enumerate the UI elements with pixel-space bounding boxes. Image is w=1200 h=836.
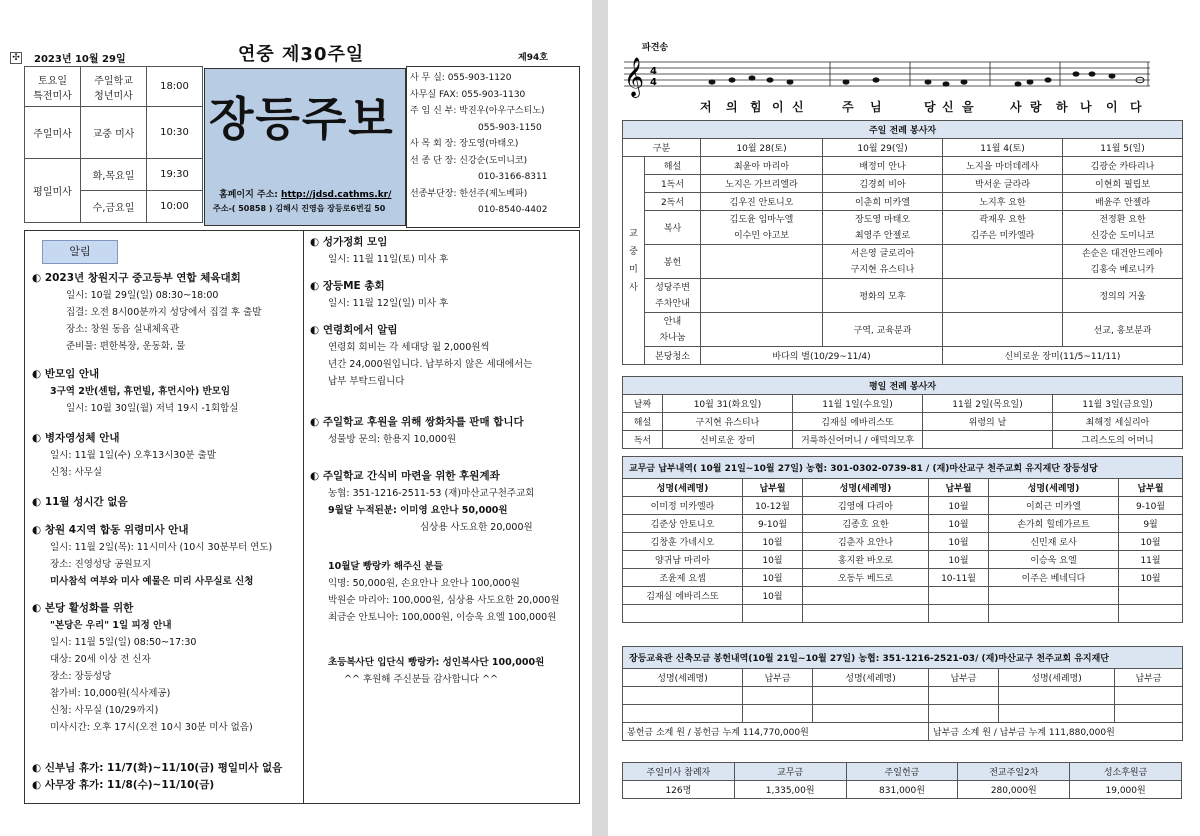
building-fund-table: [622, 646, 1183, 741]
table-cell: 선교, 홍보분과: [1063, 313, 1183, 347]
table-cell: 이미정 미카엘라: [623, 497, 743, 515]
table-row: [623, 515, 1183, 533]
notice-line: 일시: 11월 11일(토) 미사 후: [328, 254, 449, 265]
table-cell: 김주은 미카엘라: [970, 230, 1035, 241]
table-cell: 조윤제 요셉: [623, 569, 743, 587]
role-label: 복사: [645, 211, 701, 245]
col-header: 납부월: [743, 479, 803, 497]
table-cell: 김춘자 요안나: [803, 533, 929, 551]
col-header: 납부월: [1119, 479, 1183, 497]
lyric: 님: [870, 100, 882, 114]
col-header: 성명(세례명): [623, 479, 743, 497]
table-cell: [803, 587, 929, 605]
notice-snack-account: [310, 468, 534, 536]
totals-table: [622, 762, 1182, 799]
role-label: 봉헌: [645, 245, 701, 279]
table-cell: 신민재 로사: [989, 533, 1119, 551]
table-cell: 김도윤 임마누엘: [729, 214, 794, 225]
notice-line: 연령회 회비는 각 세대당 월 2,000원씩: [328, 342, 490, 353]
notice-line: 일시: 11월 1일(수) 오후13시30분 출발: [50, 450, 216, 461]
role-label: 독서: [623, 431, 663, 449]
notice-line: 일시: 10월 29일(일) 08:30~18:00: [66, 290, 219, 301]
table-cell: 이현희 필립보: [1063, 175, 1183, 193]
lyric: 힘: [750, 100, 762, 114]
table-cell: 배윤주 안젤라: [1063, 193, 1183, 211]
notice-line: 대상: 20세 이상 전 신자: [50, 654, 151, 665]
notice-memorial-mass: [32, 522, 272, 590]
table-cell: 김재실 에바리스또: [623, 587, 743, 605]
col-header: 납부금: [743, 669, 813, 687]
notice-line: 준비물: 편한복장, 운동화, 물: [66, 341, 186, 352]
notice-line: 박원순 마리아: 100,000원, 심상용 사도요한 20,000원: [328, 595, 560, 606]
bulletin-page-left: [0, 0, 592, 836]
lyric: 저: [700, 100, 712, 114]
lyric: 다: [1130, 100, 1142, 114]
table-cell: 곽재우 요한: [979, 214, 1026, 225]
table-cell: 장도영 마태오: [854, 214, 911, 225]
col-header: 11월 3일(금요일): [1053, 395, 1183, 413]
notice-heading-button: 알림: [42, 240, 118, 264]
church-address: 주소-( 50858 ) 김해시 진영읍 장등로6번길 50: [213, 204, 386, 213]
homepage-link[interactable]: http://jdsd.cathms.kr/: [281, 190, 392, 200]
notice-line: 성물방 문의: 한용지 10,000원: [328, 434, 457, 445]
table-cell: [929, 587, 989, 605]
notice-line-bold: 미사참석 여부와 미사 예물은 미리 사무실로 신청: [50, 576, 254, 587]
col-header: 성소후원금: [1070, 763, 1182, 781]
role-label: 안내: [663, 316, 682, 327]
table-cell: 손가희 힐데가르트: [989, 515, 1119, 533]
mass-schedule-table: [24, 66, 203, 223]
table-cell: 구지현 유스티나: [850, 264, 915, 275]
lyric: 주: [842, 100, 854, 114]
svg-text:4: 4: [650, 77, 657, 88]
notice-line: 일시: 11월 12일(일) 미사 후: [328, 298, 449, 309]
lyric: 사: [1010, 100, 1022, 114]
table-cell: 김영애 다리아: [803, 497, 929, 515]
contact-vice: 선종부단장: 한선주(제노베파): [410, 188, 528, 199]
table-cell: 10-12월: [743, 497, 803, 515]
notice-title: ◐ 2023년 창원지구 중고등부 연합 체육대회: [32, 272, 241, 284]
notice-office-vacation: ◐ 사무장 휴가: 11/8(수)~11/10(금): [32, 779, 215, 791]
table-cell: 김재실 에바리스또: [793, 413, 923, 431]
table-cell: 신비로운 장미: [663, 431, 793, 449]
contact-office: 사 무 실: 055-903-1120: [410, 73, 512, 83]
lyric: 신: [942, 100, 954, 114]
notice-title: ◐ 병자영성체 안내: [32, 432, 120, 444]
table-cell: 10월: [743, 569, 803, 587]
table-cell: 신강순 도미니코: [1090, 230, 1155, 241]
table-cell: 노지을 마더데레사: [943, 157, 1063, 175]
notice-line: 최금순 안토니아: 100,000원, 이승욱 요엘 100,000원: [328, 612, 557, 623]
notice-holy-family: [310, 234, 448, 268]
col-header: 성명(세례명): [989, 479, 1119, 497]
table-cell: 홍지완 바오로: [803, 551, 929, 569]
dues-table: [622, 456, 1183, 623]
table-cell: 126명: [623, 781, 735, 799]
table-cell: 11월: [1119, 551, 1183, 569]
table-cell: 박서운 글라라: [943, 175, 1063, 193]
table-row: [623, 533, 1183, 551]
notice-line: 신청: 사무실: [50, 467, 103, 478]
table-cell: [923, 431, 1053, 449]
table-cell: 정의의 거울: [1063, 279, 1183, 313]
week-label: 평일미사: [25, 159, 81, 223]
bulletin-date: 2023년 10월 29일: [34, 54, 126, 65]
col-header: 10월 29(일): [823, 139, 943, 157]
notice-line: 익명: 50,000원, 손요안나 요안나 100,000원: [328, 578, 520, 589]
table-cell: [1119, 587, 1183, 605]
notice-line: 미사시간: 오후 17시(오전 10시 30분 미사 없음): [50, 722, 253, 733]
notice-line: 장소: 진영성당 공원묘지: [50, 559, 152, 570]
table-cell: 양귀남 마리아: [623, 551, 743, 569]
notice-bread-donors: [310, 558, 560, 626]
notice-ssanghwa-tea: [310, 414, 524, 448]
notice-subtitle: "본당은 우리" 1일 피정 안내: [50, 620, 172, 631]
notice-line: 참가비: 10,000원(식사제공): [50, 688, 171, 699]
lyric: 의: [726, 100, 738, 114]
notice-title: ◐ 본당 활성화를 위한: [32, 602, 134, 614]
role-label: 차나눔: [659, 332, 686, 343]
table-cell: [989, 605, 1119, 623]
table-cell: 김우진 안토니오: [701, 193, 823, 211]
notice-altar-servers: [310, 654, 544, 688]
notice-line: 심상용 사도요한 20,000원: [420, 522, 533, 533]
col-header: 주일미사 참례자: [623, 763, 735, 781]
role-label: 본당청소: [645, 347, 701, 365]
col-header: 11월 2일(목요일): [923, 395, 1053, 413]
table-cell: 9-10월: [1119, 497, 1183, 515]
treble-clef-icon: 𝄞: [624, 57, 645, 97]
lyric: 신: [792, 100, 804, 114]
table-cell: 거룩하신어머니 / 애덕의모후: [793, 431, 923, 449]
notice-sick-communion: [32, 430, 216, 481]
contact-pastor: 주 임 신 부: 박진우(아우구스티노): [410, 106, 545, 116]
notice-title: ◐ 주일학교 후원을 위해 쌍화차를 판매 합니다: [310, 416, 524, 428]
table-cell: 최해정 세실리아: [1053, 413, 1183, 431]
notice-line: 신청: 사무실 (10/29까지): [50, 705, 159, 716]
table-cell: 10월: [1119, 569, 1183, 587]
col-header: 구분: [623, 139, 701, 157]
col-header: 11월 5(일): [1063, 139, 1183, 157]
music-staff: [620, 54, 1160, 98]
table-cell: 이희근 미카엘: [989, 497, 1119, 515]
contact-sunjong-phone: 010-3166-8311: [478, 172, 548, 182]
sat-class2: 청년미사: [94, 90, 133, 102]
table-cell: 김종호 요한: [803, 515, 929, 533]
table-cell: 평화의 모후: [823, 279, 943, 313]
building-sum-left: 봉헌금 소계 원 / 봉헌금 누계 114,770,000원: [623, 723, 929, 741]
role-label: 주차안내: [655, 298, 690, 309]
table-cell: 280,000원: [958, 781, 1070, 799]
notice-line: 장소: 창원 동읍 실내체육관: [66, 324, 180, 335]
col-header: 성명(세례명): [803, 479, 929, 497]
table-cell: 10-11월: [929, 569, 989, 587]
sat-class: 주일학교: [94, 75, 133, 87]
brand-name: 장등주보: [209, 92, 395, 146]
hymn-label: 파견송: [642, 43, 669, 53]
table-cell: 9월: [1119, 515, 1183, 533]
table-cell: 바다의 별(10/29~11/4): [701, 347, 943, 365]
notice-funeral-society: [310, 322, 532, 390]
notice-sports: [32, 270, 261, 355]
notice-line: 년간 24,000원입니다. 납부하지 않은 세대에서는: [328, 359, 533, 370]
table-cell: 19,000원: [1070, 781, 1182, 799]
table-cell: 김광순 카타리나: [1063, 157, 1183, 175]
notice-retreat: [32, 600, 253, 736]
notice-title: ◐ 연령회에서 알림: [310, 324, 398, 336]
col-header: 주일헌금: [846, 763, 958, 781]
lyric: 랑: [1030, 100, 1042, 114]
sat-label: 토요일: [38, 75, 67, 87]
table-cell: 그리스도의 어머니: [1053, 431, 1183, 449]
col-header: 납부금: [1115, 669, 1183, 687]
notice-priest-vacation: ◐ 신부님 휴가: 11/7(화)~11/10(금) 평일미사 없음: [32, 762, 283, 774]
col-header: 날짜: [623, 395, 663, 413]
table-cell: 노지은 가브리엘라: [701, 175, 823, 193]
building-sum-right: 납부금 소계 원 / 납부금 누계 111,880,000원: [929, 723, 1183, 741]
col-header: 10월 28(토): [701, 139, 823, 157]
table-cell: 10월: [743, 533, 803, 551]
col-header: 교무금: [734, 763, 846, 781]
notice-ban-meeting: [32, 366, 238, 417]
week-r2-time: 10:00: [147, 191, 203, 223]
table-row: [623, 587, 1183, 605]
table-cell: 배정미 안나: [823, 157, 943, 175]
role-label: 해설: [645, 157, 701, 175]
table-cell: 구역, 교육분과: [823, 313, 943, 347]
table-cell: 전정환 요한: [1099, 214, 1146, 225]
brand-box: [204, 68, 406, 226]
col-header: 납부월: [929, 479, 989, 497]
table-cell: 10월: [929, 551, 989, 569]
notice-title: ◐ 11월 성시간 없음: [32, 496, 128, 508]
table-row: [623, 497, 1183, 515]
table-cell: 신비로운 장미(11/5~11/11): [943, 347, 1183, 365]
weekday-servers-table: [622, 376, 1183, 449]
svg-text:4: 4: [650, 66, 657, 77]
table-cell: 김창훈 가네시오: [623, 533, 743, 551]
table-cell: 오동두 베드로: [803, 569, 929, 587]
table-move-handle-icon[interactable]: ✣: [10, 52, 22, 64]
contact-vice-phone: 010-8540-4402: [478, 205, 548, 215]
table-cell: 9-10월: [743, 515, 803, 533]
notice-line: 일시: 11월 5일(일) 08:50~17:30: [50, 637, 197, 648]
table-cell: 10월: [929, 515, 989, 533]
table-cell: 위령의 날: [923, 413, 1053, 431]
role-label: 2독서: [645, 193, 701, 211]
table-cell: 김경희 비아: [823, 175, 943, 193]
contact-pastor-phone: 055-903-1150: [478, 122, 542, 133]
role-label: 성당주변: [655, 282, 690, 293]
lyric: 나: [1080, 100, 1092, 114]
table-cell: [803, 605, 929, 623]
table-cell: 구지현 유스티나: [663, 413, 793, 431]
notice-line: 장소: 장등성당: [50, 671, 112, 682]
table-cell: 10월: [743, 551, 803, 569]
table-cell: 831,000원: [846, 781, 958, 799]
lyric: 이: [772, 100, 784, 114]
notice-subtitle: 3구역 2반(센텀, 휴먼빌, 휴먼시아) 반모임: [50, 386, 231, 397]
col-header: 성명(세례명): [623, 669, 743, 687]
lyric: 이: [1106, 100, 1118, 114]
col-header: 납부금: [929, 669, 999, 687]
notice-line: 납부 부탁드립니다: [328, 376, 405, 387]
sat-time: 18:00: [147, 67, 203, 107]
building-fund-title: 장등교육관 신축모금 봉헌내역(10월 21일~10월 27일) 농협: 351-1216-2521-03/ (재)마산교구 천주교회 유지재단: [623, 647, 1183, 669]
issue-number: 제94호: [518, 53, 548, 63]
table-row: [623, 605, 1183, 623]
lyric: 하: [1056, 100, 1068, 114]
table-row: [623, 569, 1183, 587]
sunday-servers-table: [622, 120, 1183, 365]
notice-title: ◐ 주일학교 간식비 마련을 위한 후원계좌: [310, 470, 500, 482]
col-header: 전교주일2차: [958, 763, 1070, 781]
dues-title: 교무금 납부내역( 10월 21일~10월 27일) 농협: 301-0302-0739-81 / (재)마산교구 천주교회 유지재단 장등성당: [623, 457, 1183, 479]
col-header: 성명(세례명): [813, 669, 929, 687]
lyric: 당: [924, 100, 936, 114]
table-cell: 노지후 요한: [943, 193, 1063, 211]
table-cell: [1119, 605, 1183, 623]
hymn-score: [620, 40, 1160, 116]
role-label: 1독서: [645, 175, 701, 193]
notice-title: ◐ 성가정회 모임: [310, 236, 388, 248]
contact-sunjong: 선 종 단 장: 신강순(도미니코): [410, 155, 528, 166]
notice-holy-hour: [32, 494, 128, 511]
notice-line: 집결: 오전 8시00분까지 성당에서 집결 후 출발: [66, 307, 262, 318]
sun-label: 주일미사: [25, 107, 81, 159]
col-header: 10월 31(화요일): [663, 395, 793, 413]
table-cell: [989, 587, 1119, 605]
lyric: 을: [962, 100, 974, 114]
notice-title: ◐ 창원 4지역 합동 위령미사 안내: [32, 524, 189, 536]
notice-vacations: [32, 760, 282, 794]
col-header: 11월 1일(수요일): [793, 395, 923, 413]
sun-class: 교중 미사: [81, 107, 147, 159]
table-cell: 1,335,00원: [734, 781, 846, 799]
notice-line-bold: 초등복사단 입단식 빵랑카: 성인복사단 100,000원: [328, 657, 545, 668]
sun-time: 10:30: [147, 107, 203, 159]
col-header: 11월 4(토): [943, 139, 1063, 157]
contact-council: 사 목 회 장: 장도영(마태오): [410, 139, 519, 149]
side-label-main-mass: 교중미사: [623, 157, 645, 365]
bulletin-header: [24, 40, 582, 68]
table-cell: 김준상 안토니오: [623, 515, 743, 533]
notice-line: 농협: 351-1216-2511-53 (재)마산교구천주교회: [328, 488, 535, 499]
col-header: 성명(세례명): [999, 669, 1115, 687]
week-r1-days: 화,목요일: [81, 159, 147, 191]
table-cell: 이주은 베네딕다: [989, 569, 1119, 587]
sat-label2: 특전미사: [33, 90, 72, 102]
notice-line-bold: 9월달 누적된분: 이미영 요안나 50,000원: [328, 505, 508, 516]
table-cell: 10월: [743, 587, 803, 605]
table-cell: 김홍숙 베로니카: [1090, 264, 1155, 275]
week-r2-days: 수,금요일: [81, 191, 147, 223]
table-cell: [623, 605, 743, 623]
notice-line: ^^ 후원해 주신분들 감사합니다 ^^: [344, 674, 499, 685]
contact-fax: 사무실 FAX: 055-903-1130: [410, 89, 526, 100]
table-cell: 10월: [929, 497, 989, 515]
notice-me-meeting: [310, 278, 448, 312]
table-cell: 최영주 안젤로: [854, 230, 911, 241]
table-cell: 손순은 대건안드레아: [1081, 248, 1164, 259]
contact-list: [410, 70, 580, 219]
homepage-line: [219, 187, 391, 200]
week-r1-time: 19:30: [147, 159, 203, 191]
table-cell: 이춘희 미카엘: [823, 193, 943, 211]
table-cell: 10월: [1119, 533, 1183, 551]
table-row: [623, 551, 1183, 569]
notice-title: ◐ 장등ME 총회: [310, 280, 385, 292]
role-label: 해설: [623, 413, 663, 431]
table-cell: 이승욱 요엘: [989, 551, 1119, 569]
notice-title: 10월달 빵랑카 해주신 분들: [328, 561, 443, 572]
table-cell: 10월: [929, 533, 989, 551]
table-cell: [743, 605, 803, 623]
table-cell: [929, 605, 989, 623]
sunday-servers-title: 주일 전례 봉사자: [623, 121, 1183, 139]
notice-line: 일시: 10월 30일(월) 저녁 19시 -1회합실: [66, 403, 239, 414]
homepage-label: 홈페이지 주소:: [219, 190, 278, 200]
notice-title: ◐ 반모임 안내: [32, 368, 100, 380]
table-cell: 최윤아 마리아: [701, 157, 823, 175]
weekday-servers-title: 평일 전례 봉사자: [623, 377, 1183, 395]
bulletin-title: 연중 제30주일: [238, 44, 365, 65]
table-cell: 서은영 글로리아: [850, 248, 915, 259]
notice-line: 일시: 11월 2일(목): 11시미사 (10시 30분부터 연도): [50, 542, 273, 553]
table-cell: 이수민 야고보: [733, 230, 790, 241]
